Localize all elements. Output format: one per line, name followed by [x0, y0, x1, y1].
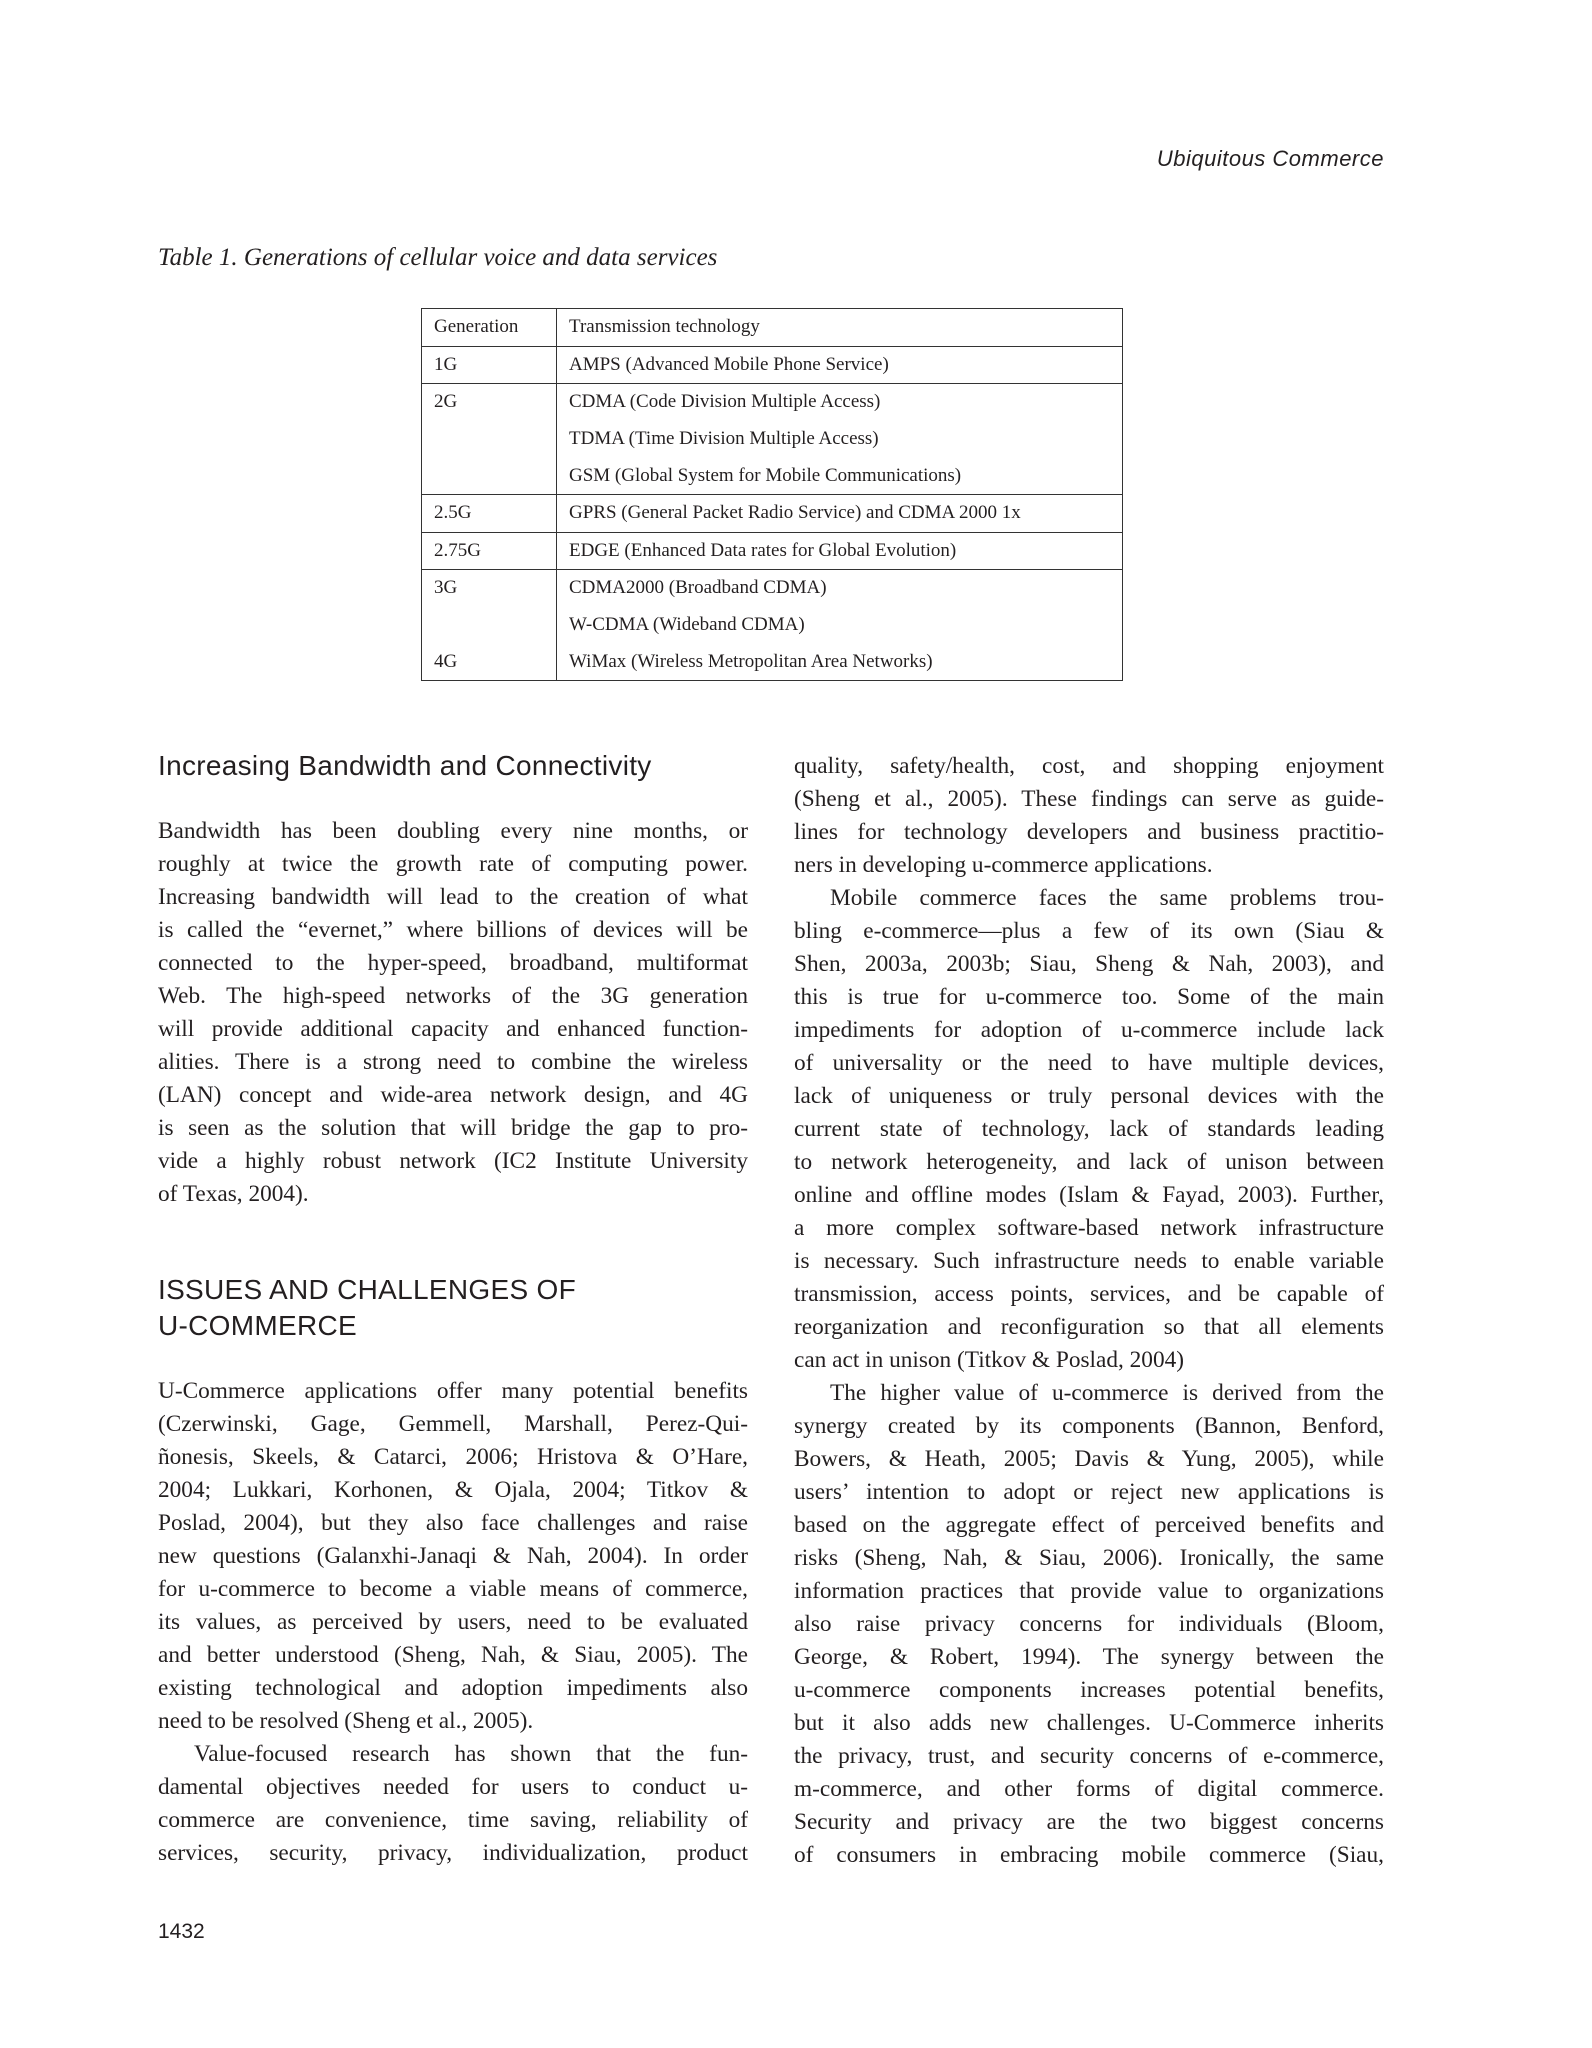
left-column — [158, 748, 748, 1870]
text-line: Bandwidth has been doubling every nine months, or — [158, 818, 748, 844]
text-line: (LAN) concept and wide-area network design, and 4G — [158, 1082, 748, 1108]
text-line: alities. There is a strong need to combine the wireless — [158, 1049, 748, 1075]
technology-cell: GSM (Global System for Mobile Communications) — [557, 457, 1123, 494]
text-line: damental objectives needed for users to conduct u- — [158, 1774, 748, 1800]
text-line: lack of uniqueness or truly personal devices with the — [794, 1083, 1384, 1109]
generations-table — [421, 308, 1123, 681]
technology-cell: EDGE (Enhanced Data rates for Global Evolution) — [557, 532, 1123, 570]
text-line: Web. The high-speed networks of the 3G generation — [158, 983, 748, 1009]
text-line: (Czerwinski, Gage, Gemmell, Marshall, Perez-Qui- — [158, 1411, 748, 1437]
text-line: will provide additional capacity and enhanced function- — [158, 1016, 748, 1042]
text-line: connected to the hyper-speed, broadband, multiformat — [158, 950, 748, 976]
text-line: reorganization and reconfiguration so that all elements — [794, 1314, 1384, 1340]
text-line: U-Commerce applications offer many potential benefits — [158, 1378, 748, 1404]
text-line: roughly at twice the growth rate of computing power. — [158, 851, 748, 877]
table-row — [422, 532, 1123, 570]
issues-paragraphs — [158, 1375, 748, 1870]
text-line: ñonesis, Skeels, & Catarci, 2006; Hristova & O’Hare, — [158, 1444, 748, 1470]
text-line: for u-commerce to become a viable means of commerce, — [158, 1576, 748, 1602]
text-line: need to be resolved (Sheng et al., 2005). — [158, 1708, 534, 1734]
technology-cell: AMPS (Advanced Mobile Phone Service) — [557, 346, 1123, 384]
section-heading-issues-2: U-COMMERCE — [158, 1310, 357, 1341]
text-line: synergy created by its components (Bannon, Benford, — [794, 1413, 1384, 1439]
bandwidth-paragraph — [158, 815, 748, 1211]
generation-cell: 3G — [422, 570, 557, 607]
column-header: Transmission technology — [557, 309, 1123, 347]
right-column — [794, 750, 1384, 1872]
text-line: commerce are convenience, time saving, reliability of — [158, 1807, 748, 1833]
text-line: Poslad, 2004), but they also face challenges and raise — [158, 1510, 748, 1536]
table-caption: Table 1. Generations of cellular voice and data services — [158, 244, 718, 271]
text-line: of Texas, 2004). — [158, 1181, 309, 1207]
text-line: bling e-commerce—plus a few of its own (Siau & — [794, 918, 1384, 944]
text-line: u-commerce components increases potential benefits, — [794, 1677, 1384, 1703]
table-row — [422, 457, 1123, 494]
table-row — [422, 421, 1123, 458]
text-line: transmission, access points, services, and be capable of — [794, 1281, 1384, 1307]
text-line: to network heterogeneity, and lack of unison between — [794, 1149, 1384, 1175]
text-line: 2004; Lukkari, Korhonen, & Ojala, 2004; Titkov & — [158, 1477, 748, 1503]
table-row — [422, 607, 1123, 644]
text-line: online and offline modes (Islam & Fayad, 2003). Further, — [794, 1182, 1384, 1208]
generation-cell: 2.75G — [422, 532, 557, 570]
generation-cell: 1G — [422, 346, 557, 384]
page-number: 1432 — [158, 1920, 205, 1943]
column-header: Generation — [422, 309, 557, 347]
text-line: also raise privacy concerns for individuals (Bloom, — [794, 1611, 1384, 1637]
text-line: is called the “evernet,” where billions of devices will be — [158, 917, 748, 943]
table-row — [422, 346, 1123, 384]
text-line: its values, as perceived by users, need to be evaluated — [158, 1609, 748, 1635]
text-line: The higher value of u-commerce is derived from the — [830, 1380, 1384, 1406]
text-line: Security and privacy are the two biggest concerns — [794, 1809, 1384, 1835]
text-line: of universality or the need to have multiple devices, — [794, 1050, 1384, 1076]
text-line: services, security, privacy, individualization, product — [158, 1840, 748, 1866]
generation-cell — [422, 457, 557, 494]
text-line: the privacy, trust, and security concerns of e-commerce, — [794, 1743, 1384, 1769]
text-line: existing technological and adoption impediments also — [158, 1675, 748, 1701]
text-line: Bowers, & Heath, 2005; Davis & Yung, 2005), while — [794, 1446, 1384, 1472]
text-line: Shen, 2003a, 2003b; Siau, Sheng & Nah, 2003), and — [794, 951, 1384, 977]
generation-cell: 4G — [422, 643, 557, 680]
section-heading-bandwidth: Increasing Bandwidth and Connectivity — [158, 750, 652, 781]
text-line: vide a highly robust network (IC2 Institute University — [158, 1148, 748, 1174]
technology-cell: W-CDMA (Wideband CDMA) — [557, 607, 1123, 644]
running-head: Ubiquitous Commerce — [1156, 146, 1384, 171]
text-line: lines for technology developers and business practitio- — [794, 819, 1384, 845]
text-line: information practices that provide value to organizations — [794, 1578, 1384, 1604]
generation-cell — [422, 421, 557, 458]
text-line: but it also adds new challenges. U-Commerce inherits — [794, 1710, 1384, 1736]
text-line: ners in developing u-commerce applications. — [794, 852, 1213, 878]
text-line: is seen as the solution that will bridge the gap to pro- — [158, 1115, 748, 1141]
text-line: Increasing bandwidth will lead to the creation of what — [158, 884, 748, 910]
text-line: risks (Sheng, Nah, & Siau, 2006). Ironically, the same — [794, 1545, 1384, 1571]
text-line: can act in unison (Titkov & Poslad, 2004) — [794, 1347, 1184, 1373]
technology-cell: TDMA (Time Division Multiple Access) — [557, 421, 1123, 458]
text-line: quality, safety/health, cost, and shopping enjoyment — [794, 753, 1384, 779]
text-line: based on the aggregate effect of perceived benefits and — [794, 1512, 1384, 1538]
text-line: of consumers in embracing mobile commerce (Siau, — [794, 1842, 1384, 1868]
table-row — [422, 570, 1123, 607]
text-line: Mobile commerce faces the same problems trou- — [830, 885, 1384, 911]
text-line: (Sheng et al., 2005). These findings can serve as guide- — [794, 786, 1384, 812]
text-line: m-commerce, and other forms of digital commerce. — [794, 1776, 1384, 1802]
generation-cell: 2.5G — [422, 494, 557, 532]
table-row — [422, 494, 1123, 532]
text-line: impediments for adoption of u-commerce include lack — [794, 1017, 1384, 1043]
text-line: is necessary. Such infrastructure needs to enable variable — [794, 1248, 1384, 1274]
section-heading-issues-1: ISSUES AND CHALLENGES OF — [158, 1274, 576, 1305]
technology-cell: GPRS (General Packet Radio Service) and CDMA 2000 1x — [557, 494, 1123, 532]
text-line: George, & Robert, 1994). The synergy between the — [794, 1644, 1384, 1670]
generation-cell: 2G — [422, 384, 557, 421]
table-header-row — [422, 309, 1123, 347]
technology-cell: WiMax (Wireless Metropolitan Area Networks) — [557, 643, 1123, 680]
technology-cell: CDMA2000 (Broadband CDMA) — [557, 570, 1123, 607]
technology-cell: CDMA (Code Division Multiple Access) — [557, 384, 1123, 421]
text-line: users’ intention to adopt or reject new applications is — [794, 1479, 1384, 1505]
text-line: a more complex software-based network infrastructure — [794, 1215, 1384, 1241]
text-line: new questions (Galanxhi-Janaqi & Nah, 2004). In order — [158, 1543, 748, 1569]
table-row — [422, 384, 1123, 421]
generation-cell — [422, 607, 557, 644]
text-line: and better understood (Sheng, Nah, & Siau, 2005). The — [158, 1642, 748, 1668]
table-row — [422, 643, 1123, 680]
text-line: Value-focused research has shown that the fun- — [194, 1741, 748, 1767]
text-line: this is true for u-commerce too. Some of the main — [794, 984, 1384, 1010]
text-line: current state of technology, lack of standards leading — [794, 1116, 1384, 1142]
